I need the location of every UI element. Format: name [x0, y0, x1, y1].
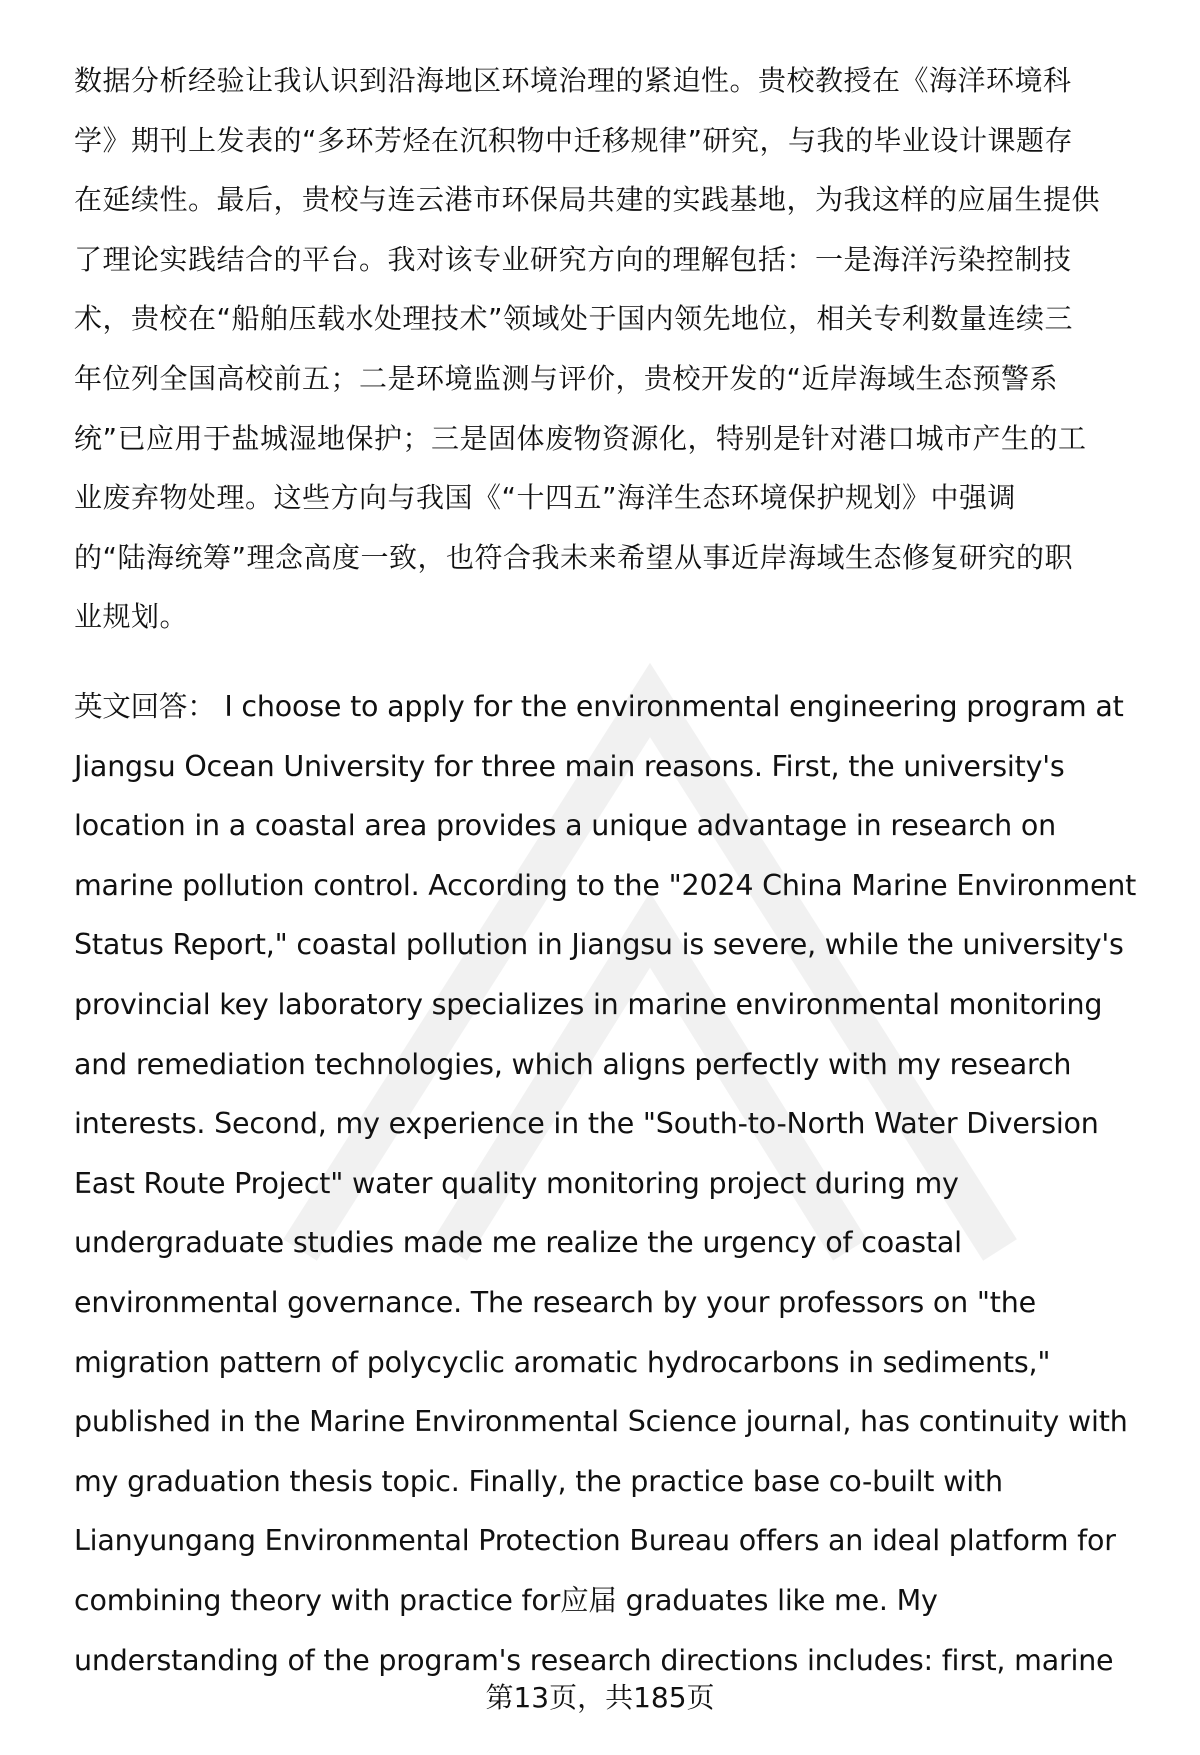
text-line: published in the Marine Environmental Science journal, has continuity with	[74, 1405, 1128, 1439]
text-line: provincial key laboratory specializes in marine environmental monitoring	[74, 987, 1103, 1021]
text-line: 在延续性。最后，贵校与连云港市环保局共建的实践基地，为我这样的应届生提供	[74, 183, 1101, 217]
text-line: Lianyungang Environmental Protection Bureau offers an ideal platform for	[74, 1524, 1116, 1558]
text-line: interests. Second, my experience in the "South-to-North Water Diversion	[74, 1107, 1099, 1141]
page-number: 第13页，共185页	[485, 1681, 715, 1714]
text-line: understanding of the program's research directions includes: first, marine	[74, 1643, 1114, 1677]
chinese-paragraph	[74, 51, 1164, 647]
text-line: 年位列全国高校前五；二是环境监测与评价，贵校开发的“近岸海域生态预警系	[74, 361, 1059, 395]
text-line: 业规划。	[74, 600, 189, 634]
english-answer-paragraph	[74, 677, 1164, 1690]
text-line: migration pattern of polycyclic aromatic hydrocarbons in sediments,"	[74, 1345, 1051, 1379]
text-line: location in a coastal area provides a unique advantage in research on	[74, 809, 1056, 843]
text-line: 英文回答： I choose to apply for the environmental engineering program at	[74, 690, 1124, 723]
text-line: undergraduate studies made me realize the urgency of coastal	[74, 1226, 962, 1260]
text-line: East Route Project" water quality monitoring project during my	[74, 1166, 959, 1200]
text-line: 业废弃物处理。这些方向与我国《“十四五”海洋生态环境保护规划》中强调	[74, 481, 1017, 515]
text-line: 的“陆海统筹”理念高度一致，也符合我未来希望从事近岸海域生态修复研究的职	[74, 540, 1074, 574]
text-line: 学》期刊上发表的“多环芳烃在沉积物中迁移规律”研究，与我的毕业设计课题存	[74, 123, 1074, 157]
text-line: environmental governance. The research by your professors on "the	[74, 1285, 1036, 1319]
text-line: 数据分析经验让我认识到沿海地区环境治理的紧迫性。贵校教授在《海洋环境科	[74, 64, 1072, 97]
text-line: and remediation technologies, which aligns perfectly with my research	[74, 1047, 1072, 1081]
text-line: marine pollution control. According to the "2024 China Marine Environment	[74, 868, 1137, 902]
text-line: combining theory with practice for应届 graduates like me. My	[74, 1583, 938, 1617]
text-line: my graduation thesis topic. Finally, the practice base co-built with	[74, 1464, 1003, 1498]
text-line: 了理论实践结合的平台。我对该专业研究方向的理解包括：一是海洋污染控制技	[74, 242, 1072, 276]
text-line: 术，贵校在“船舶压载水处理技术”领域处于国内领先地位，相关专利数量连续三	[74, 302, 1074, 336]
text-line: Jiangsu Ocean University for three main reasons. First, the university's	[74, 749, 1065, 783]
text-line: 统”已应用于盐城湿地保护；三是固体废物资源化，特别是针对港口城市产生的工	[74, 421, 1087, 455]
text-line: Status Report," coastal pollution in Jiangsu is severe, while the university's	[74, 928, 1124, 962]
